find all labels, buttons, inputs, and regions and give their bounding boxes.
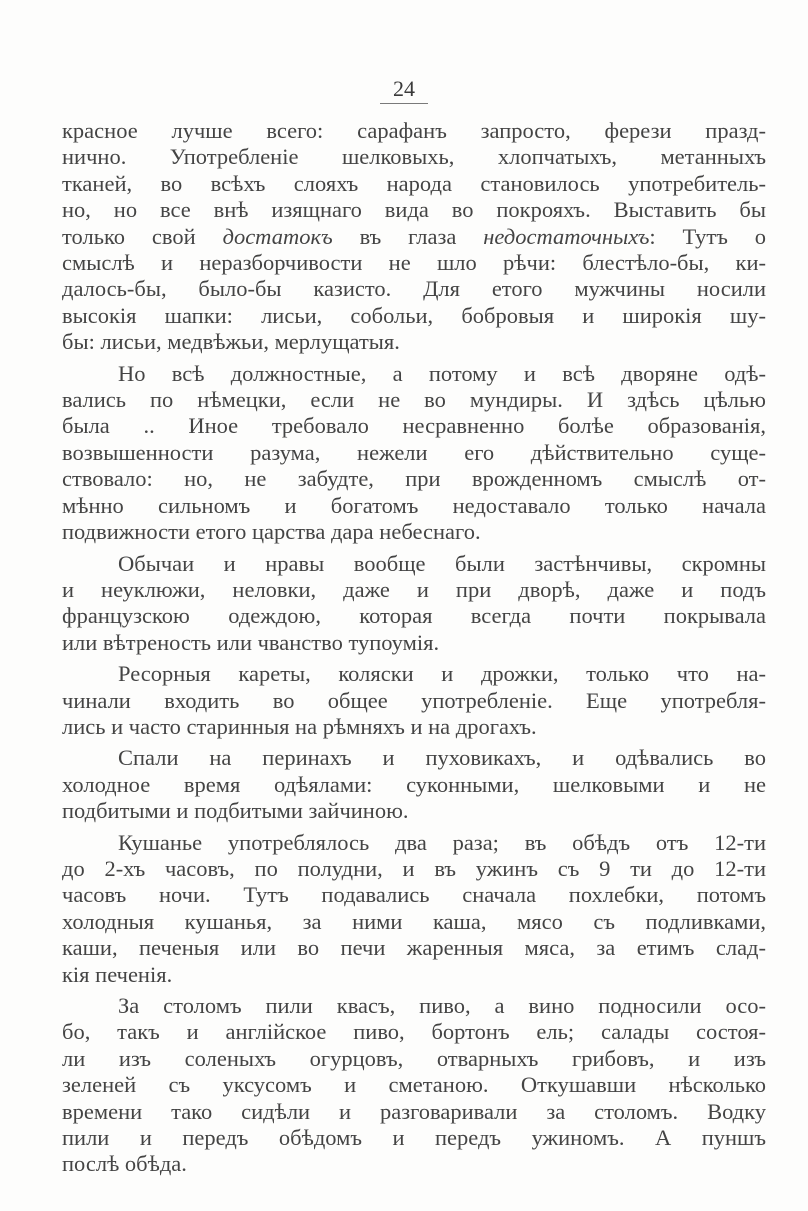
text-line: или вѣтреность или чванство тупоумія.: [62, 629, 440, 655]
text-line: ли изъ соленыхъ огурцовъ, отварныхъ грибовъ, и изъ: [62, 1045, 766, 1071]
italic-word: достатокъ: [222, 223, 333, 249]
text-line: ствовало: но, не забудте, при врожденномъ смыслѣ от-: [62, 466, 766, 492]
text-line: вались по нѣмецки, если не во мундиры. И здѣсь цѣлью: [62, 387, 766, 413]
text-line: холодныя кушанья, за ними каша, мясо съ подливками,: [62, 908, 766, 934]
text-line: только свой достатокъ въ глаза недостаточныхъ: Тутъ о: [62, 223, 767, 249]
text-line: часовъ ночи. Тутъ подавались сначала похлебки, потомъ: [62, 882, 766, 908]
paragraph: [62, 118, 766, 356]
text-line: возвышенности разума, нежели его дѣйствительно суще-: [62, 439, 766, 465]
text-line: была .. Иное требовало несравненно болѣе образованія,: [62, 413, 766, 439]
text-line: Обычаи и нравы вообще были застѣнчивы, скромны: [118, 550, 766, 576]
text-line: до 2-хъ часовъ, по полудни, и въ ужинъ съ 9 ти до 12-ти: [62, 855, 766, 881]
italic-word: недостаточныхъ: [483, 223, 650, 249]
text-line: Ресорныя кареты, коляски и дрожки, только что на-: [118, 661, 766, 687]
text-line: подбитыми и подбитыми зайчиною.: [62, 798, 409, 824]
text-line: За столомъ пили квасъ, пиво, а вино подносили осо-: [118, 993, 766, 1018]
text-line: холодное время одѣялами: суконными, шелковыми и не: [62, 771, 766, 797]
text-line: но, но все внѣ изящнаго вида во покрояхъ. Выставить бы: [62, 197, 766, 223]
text-line: послѣ обѣда.: [62, 1151, 187, 1177]
paragraph: [62, 745, 766, 824]
paragraph: [62, 830, 766, 988]
text-line: нично. Употребленіе шелковыхь, хлопчатыхъ, метанныхъ: [62, 144, 766, 170]
text-line: Кушанье употреблялось два раза; въ обѣдъ отъ 12-ти: [118, 829, 766, 855]
text-line: бы: лисьи, медвѣжьи, мерлущатыя.: [62, 329, 400, 355]
paragraph: [62, 551, 766, 657]
text-line: Спали на перинахъ и пуховикахъ, и одѣвались во: [118, 745, 766, 771]
text-line: тканей, во всѣхъ слояхъ народа становилось употребитель-: [62, 170, 766, 196]
text-line: французскою одеждою, которая всегда почти покрывала: [62, 603, 766, 629]
text-line: каши, печеныя или во печи жаренныя мяса, за етимъ слад-: [62, 935, 766, 961]
text-line: лись и часто старинныя на рѣмняхъ и на дрогахъ.: [62, 713, 537, 739]
page-number: 24: [380, 76, 428, 104]
text-line: Но всѣ должностные, а потому и всѣ дворяне одѣ-: [118, 360, 766, 386]
text-line: бо, такъ и англійское пиво, бортонъ ель; салады состоя-: [62, 1019, 766, 1045]
paragraph: [62, 661, 766, 740]
text-line: красное лучше всего: сарафанъ запросто, ферези празд-: [62, 118, 766, 143]
text-line: подвижности етого царства дара небеснаго.: [62, 519, 481, 545]
text-line: чинали входить во общее употребленіе. Еще употребля-: [62, 687, 766, 713]
body-text: [62, 118, 766, 1178]
text-line: высокія шапки: лисьи, собольи, бобровыя и широкія шу-: [62, 302, 766, 328]
text-line: смыслѣ и неразборчивости не шло рѣчи: блестѣло-бы, ки-: [62, 250, 766, 276]
paragraph: [62, 361, 766, 546]
paragraph: [62, 993, 766, 1178]
text-line: и неуклюжи, неловки, даже и при дворѣ, даже и подъ: [62, 576, 766, 602]
text-line: времени тако сидѣли и разговаривали за столомъ. Водку: [62, 1098, 766, 1124]
text-line: зеленей съ уксусомъ и сметаною. Откушавши нѣсколько: [62, 1072, 766, 1098]
text-line: пили и передъ обѣдомъ и передъ ужиномъ. А пуншъ: [62, 1125, 766, 1151]
text-line: мѣнно сильномъ и богатомъ недоставало только начала: [62, 492, 766, 518]
text-line: кія печенія.: [62, 961, 173, 987]
text-line: далось-бы, было-бы казисто. Для етого мужчины носили: [62, 276, 766, 302]
